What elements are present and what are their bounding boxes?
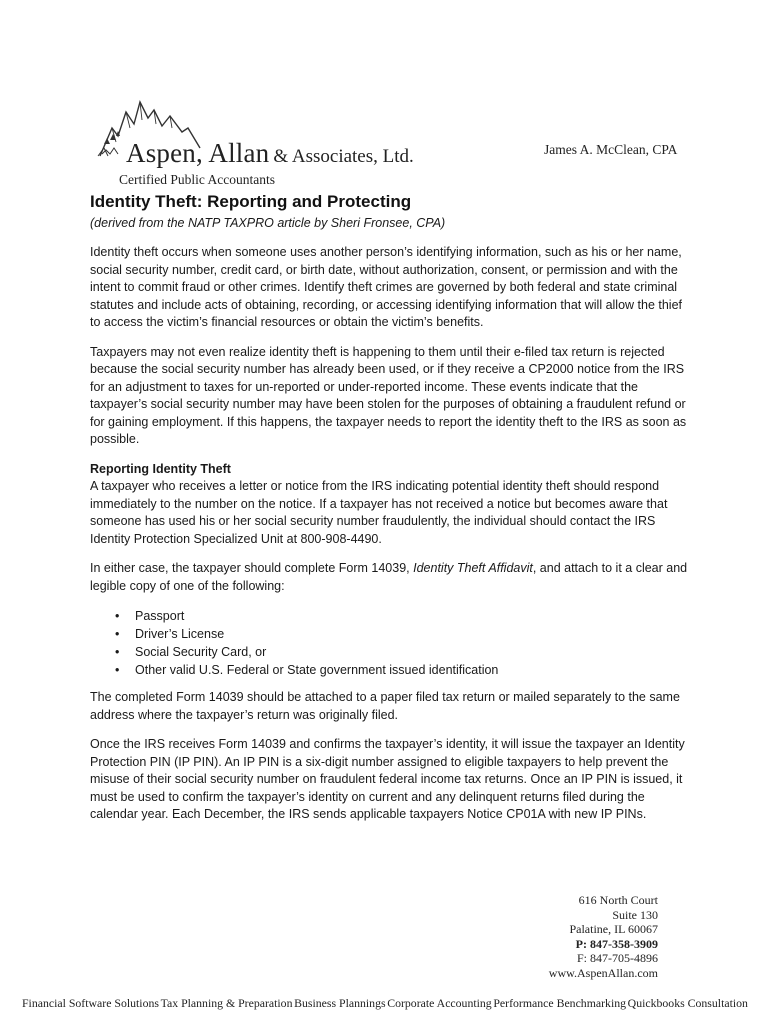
paragraph-form-start: In either case, the taxpayer should complete Form 14039,: [90, 561, 414, 575]
paragraph-awareness: Taxpayers may not even realize identity theft is happening to them until their e-filed tax return is rejected because the social security number has already been used, or if they receive a CP2000 notice from the IRS for an adjustment to taxes for un-reported or under-reported income. These events indicate that the taxpayer’s social security number may have been stolen for the purposes of obtaining a fraudulent refund or for gaining employment. If this happens, the taxpayer needs to report the identity theft to the IRS as soon as possible.: [90, 344, 687, 446]
service-item: Performance Benchmarking: [493, 996, 627, 1010]
service-item: Business Plannings: [294, 996, 386, 1010]
list-item-label: Social Security Card, or: [135, 645, 267, 659]
firm-name-suffix: & Associates, Ltd.: [273, 146, 414, 167]
service-item: Corporate Accounting: [387, 996, 492, 1010]
list-item-label: Passport: [135, 609, 185, 623]
address-phone: P: 847-358-3909: [575, 936, 658, 951]
bullet-icon: •: [115, 645, 120, 659]
address-suite: Suite 130: [612, 907, 658, 922]
paragraph-form-end: , and attach to it a clear and legible copy of one of the following:: [90, 561, 688, 593]
bullet-icon: •: [115, 627, 120, 641]
services-footer: [22, 996, 748, 1011]
paragraph-ip-pin: Once the IRS receives Form 14039 and confirms the taxpayer’s identity, it will issue the taxpayer an Identity Protection PIN (IP PIN). An IP PIN is a six-digit number assigned to eligible taxpayers to help prevent the misuse of their social security number on fraudulent federal income tax returns. Once an IP PIN is issued, it must be used to confirm the taxpayer’s identity on current and any delinquent returns filed during the calendar year. Each December, the IRS sends applicable taxpayers Notice CP01A with new IP PINs.: [90, 737, 685, 821]
service-item: Tax Planning & Preparation: [160, 996, 293, 1010]
address-street: 616 North Court: [578, 893, 658, 907]
firm-name: [126, 138, 414, 169]
firm-address: [549, 893, 658, 980]
paragraph-form: [90, 560, 690, 595]
list-item: [115, 607, 690, 625]
article-body: [90, 192, 690, 836]
id-document-list: [90, 607, 690, 679]
section-title-reporting: Reporting Identity Theft: [90, 461, 231, 476]
bullet-icon: •: [115, 663, 120, 677]
address-fax: F: 847-705-4896: [577, 951, 658, 965]
bullet-icon: •: [115, 609, 120, 623]
list-item-label: Other valid U.S. Federal or State government issued identification: [135, 663, 499, 677]
address-website: www.AspenAllan.com: [548, 965, 658, 980]
paragraph-reporting: A taxpayer who receives a letter or notice from the IRS indicating potential identity theft should respond immediately to the number on the notice. If a taxpayer has not received a notice but becomes aware that someone has used his or her social security number fraudulently, the individual should contact the IRS Identity Protection Specialized Unit at 800-908-4490.: [90, 479, 668, 546]
service-item: Financial Software Solutions: [22, 996, 159, 1010]
list-item: [115, 625, 690, 643]
article-title: Identity Theft: Reporting and Protecting: [90, 192, 412, 211]
form-title: Identity Theft Affidavit: [413, 561, 533, 575]
list-item: [115, 643, 690, 661]
firm-subtitle: Certified Public Accountants: [119, 172, 275, 187]
paragraph-submission: The completed Form 14039 should be attached to a paper filed tax return or mailed separately to the same address where the taxpayer’s return was originally filed.: [90, 690, 680, 722]
list-item-label: Driver’s License: [135, 627, 225, 641]
cpa-name: James A. McClean, CPA: [544, 142, 678, 157]
paragraph-definition: Identity theft occurs when someone uses another person’s identifying information, such as his or her name, social security number, credit card, or birth date, without authorization, consent, or permission and with the intent to commit fraud or other crimes. Identify theft crimes are governed by both federal and state criminal statutes and include acts of obtaining, recording, or accessing identifying information that will allow the thief to access the victim’s financial resources or obtain the victim’s benefits.: [90, 245, 682, 329]
address-city: Palatine, IL 60067: [569, 922, 658, 936]
list-item: [115, 661, 690, 679]
service-item: Quickbooks Consultation: [627, 996, 748, 1010]
article-subtitle: (derived from the NATP TAXPRO article by Sheri Fronsee, CPA): [90, 216, 446, 230]
firm-name-main: Aspen, Allan: [126, 138, 270, 168]
firm-logo: [96, 98, 416, 190]
